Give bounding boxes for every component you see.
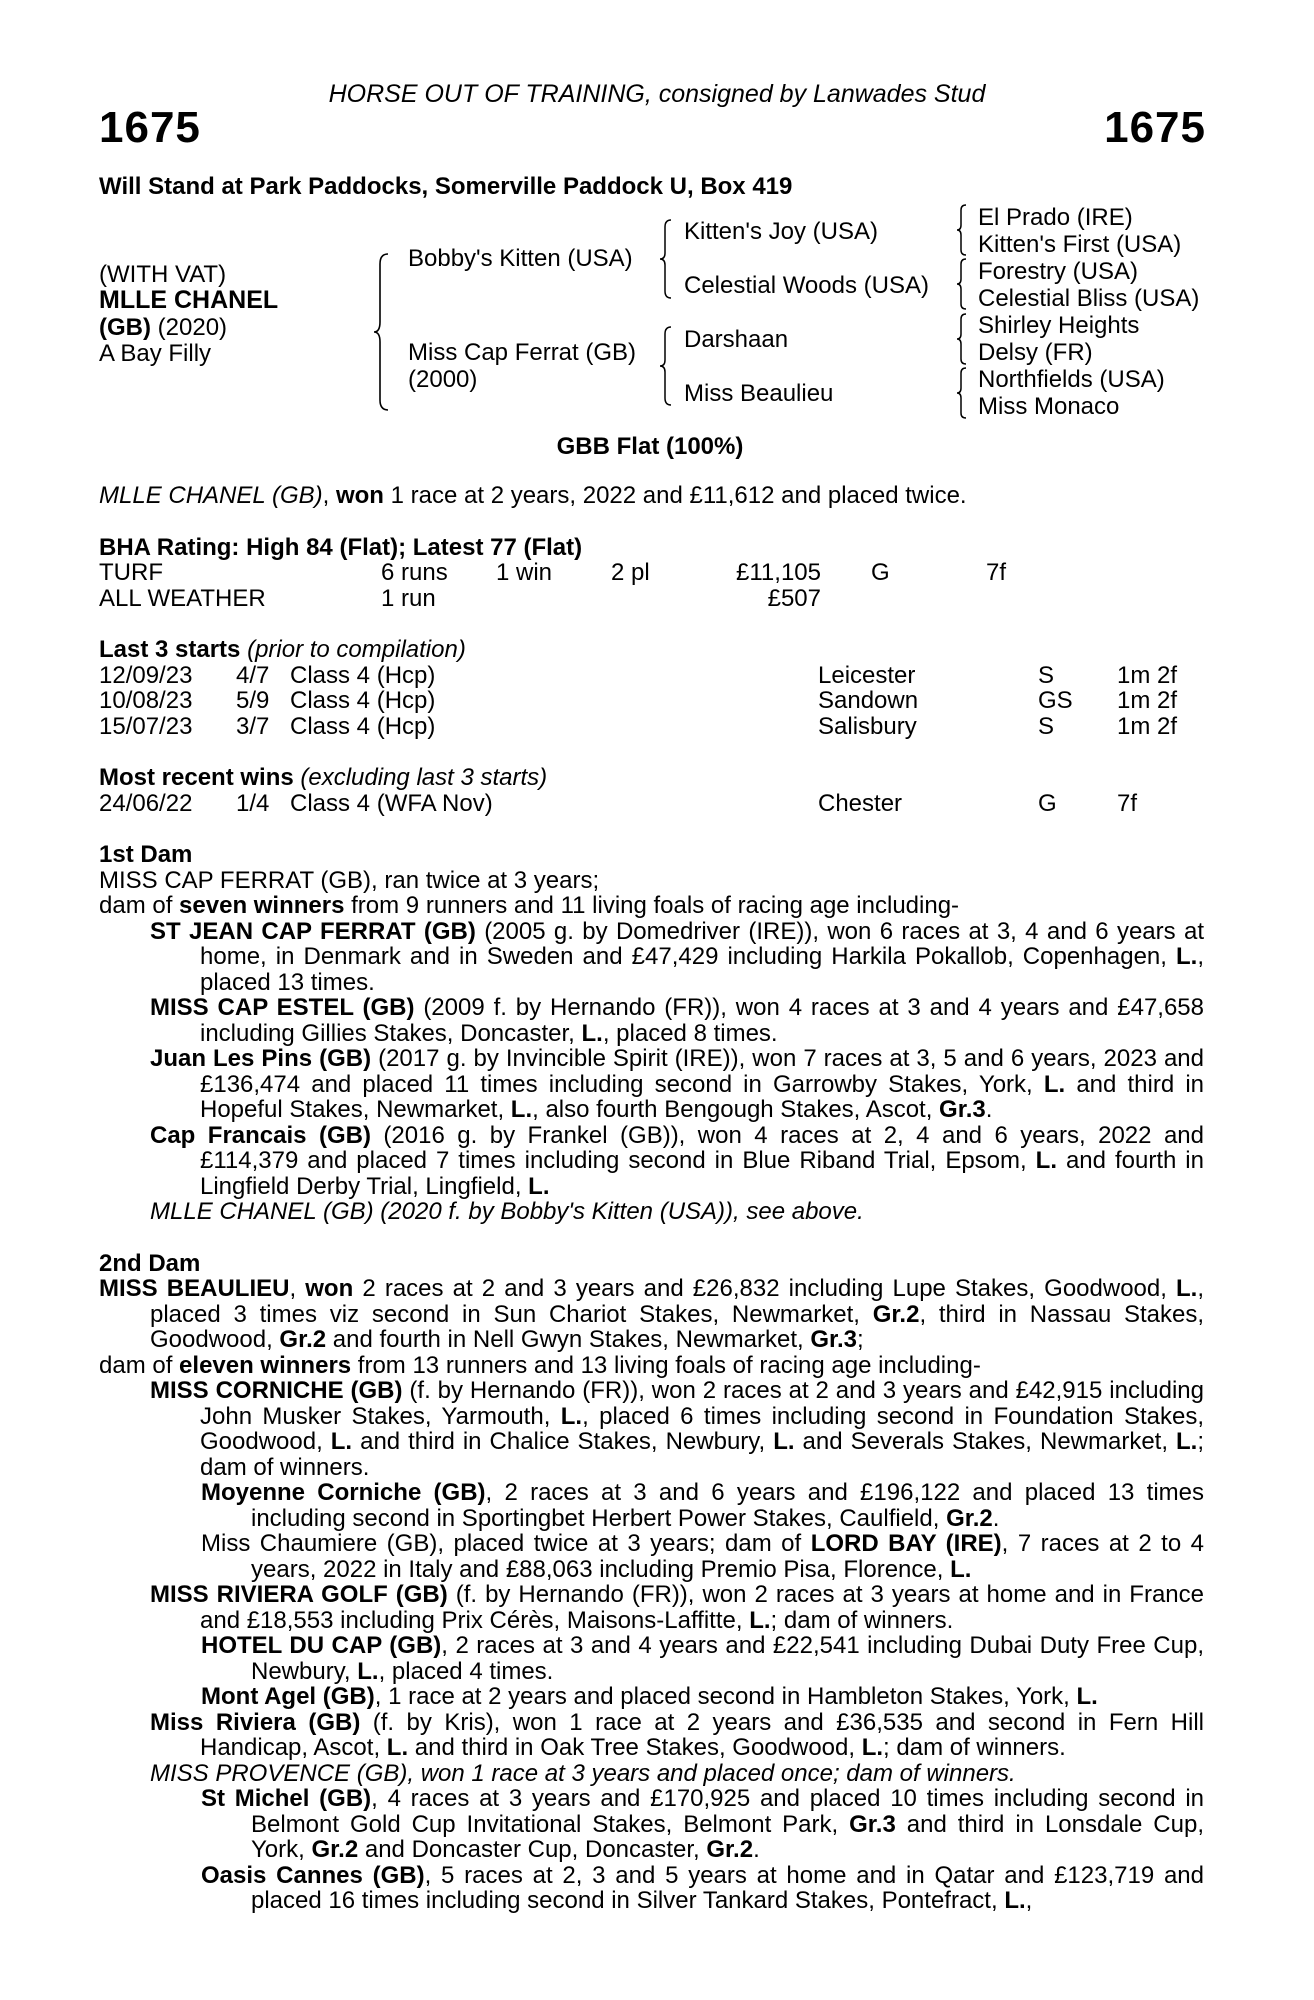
progeny-text: (f. by Hernando (FR)), won 2 races at 3 years at home and in France and £18,553 including Prix Cérès, Maisons-Laffitte,: [200, 1581, 1204, 1634]
progeny-name: LORD BAY (IRE): [810, 1530, 1002, 1557]
grade-listed: L.: [357, 1657, 379, 1685]
surface-wins: [496, 586, 611, 612]
progeny-entry: [99, 995, 1204, 1046]
progeny-entry: [99, 1378, 1204, 1480]
surface-wins: 1 win: [496, 559, 553, 586]
first-dam-heading: 1st Dam: [99, 841, 193, 868]
grand-progeny-entry: [99, 1684, 1204, 1710]
grade-3: Gr.3: [849, 1810, 896, 1838]
pedigree-dd: Miss Beaulieu: [684, 380, 834, 407]
progeny-entry: MISS PROVENCE (GB), won 1 race at 3 years and placed once; dam of winners.: [150, 1759, 1016, 1787]
progeny-text: , placed 4 times.: [378, 1657, 554, 1685]
progeny-text: .: [985, 1096, 993, 1123]
progeny-name: ST JEAN CAP FERRAT (GB): [150, 917, 476, 945]
progeny-text: .: [992, 1504, 1000, 1532]
surface-name: TURF: [99, 559, 163, 586]
grade-2: Gr.2: [706, 1836, 754, 1863]
spacer: [99, 509, 1204, 535]
grade-listed: L.: [1043, 1070, 1066, 1098]
grade-listed: L.: [386, 1734, 409, 1761]
summary-comma: ,: [322, 482, 330, 509]
progeny-name: Oasis Cannes (GB): [201, 1861, 425, 1889]
grade-listed: L.: [749, 1606, 771, 1634]
produce-prefix: dam of: [99, 1351, 180, 1379]
win-race: Class 4 (WFA Nov): [290, 789, 493, 817]
surface-going: G: [871, 559, 890, 586]
progeny-name: Cap Francais (GB): [150, 1121, 371, 1149]
summary-rest: 1 race at 2 years, 2022 and £11,612 and placed twice.: [383, 482, 967, 509]
lot-number-right: 1675: [1104, 103, 1206, 152]
pedigree-ds: Darshaan: [684, 326, 789, 353]
start-race: Class 4 (Hcp): [290, 712, 436, 740]
progeny-text: and Severals Stakes, Newmarket,: [794, 1428, 1177, 1455]
progeny-text: ; dam of winners.: [883, 1734, 1066, 1761]
grade-listed: L.: [560, 1402, 583, 1430]
progeny-text: , placed 13 times.: [200, 943, 1204, 996]
progeny-text: and third in Oak Tree Stakes, Goodwood,: [408, 1734, 862, 1761]
pedigree-dsd: Delsy (FR): [978, 339, 1093, 366]
win-position: 1/4: [236, 789, 270, 817]
start-distance: 1m 2f: [1117, 687, 1178, 714]
recent-wins-note: (excluding last 3 starts): [293, 764, 548, 791]
grade-listed: L.: [581, 1019, 603, 1047]
grade-2: Gr.2: [946, 1504, 993, 1532]
progeny-text: (2009 f. by Hernando (FR)), won 4 races at 3 and 4 years and £47,658 including Gillies Stakes, Doncaster,: [200, 994, 1204, 1047]
progeny-text: , placed 8 times.: [602, 1019, 778, 1047]
summary-name: MLLE CHANEL (GB): [99, 482, 323, 509]
grade-listed: L.: [330, 1428, 353, 1455]
progeny-name: MISS CORNICHE (GB): [150, 1377, 403, 1404]
spacer: [99, 739, 1204, 765]
progeny-text: and Doncaster Cup, Doncaster,: [358, 1836, 707, 1863]
start-position: 3/7: [236, 712, 270, 740]
second-dam-record: [99, 1276, 1204, 1353]
horse-desc: A Bay Filly: [99, 340, 212, 367]
pedigree-dss: Shirley Heights: [978, 312, 1140, 339]
second-dam-heading: 2nd Dam: [99, 1249, 201, 1277]
win-distance: 7f: [1117, 789, 1138, 817]
start-row: [99, 663, 1204, 689]
second-dam-text: ;: [857, 1326, 864, 1353]
last3-note: (prior to compilation): [240, 636, 466, 663]
start-date: 12/09/23: [99, 661, 193, 689]
grade-2: Gr.2: [279, 1326, 327, 1353]
horse-origin: (GB): [99, 314, 151, 341]
last3-heading: [99, 637, 1204, 663]
pedigree-sd: Celestial Woods (USA): [684, 272, 929, 299]
grand-progeny-entry: [99, 1480, 1204, 1531]
race-summary: [99, 483, 1204, 509]
grand-progeny-entry: [99, 1633, 1204, 1684]
surface-money: £11,105: [736, 559, 821, 586]
grade-listed: L.: [1176, 1428, 1198, 1455]
progeny-text: ,: [1025, 1887, 1033, 1914]
pedigree-ddd: Miss Monaco: [978, 393, 1120, 420]
progeny-text: (f. by Kris), won 1 race at 2 years and £36,535 and second in Fern Hill Handicap, Ascot,: [200, 1708, 1204, 1761]
progeny-name: Juan Les Pins (GB): [150, 1045, 372, 1072]
second-dam-text: , third in Nassau Stakes, Goodwood,: [150, 1300, 1204, 1353]
grade-listed: L.: [1176, 1275, 1198, 1302]
progeny-name: Mont Agel (GB): [201, 1683, 375, 1710]
progeny-entry: [99, 1710, 1204, 1761]
start-course: Salisbury: [818, 712, 917, 740]
start-date: 10/08/23: [99, 687, 193, 714]
produce-winners: seven winners: [179, 892, 345, 919]
pedigree-sdd: Celestial Bliss (USA): [978, 285, 1200, 312]
produce-winners: eleven winners: [179, 1351, 352, 1379]
progeny-text: , 2 races at 3 and 4 years and £22,541 including Dubai Duty Free Cup, Newbury,: [251, 1632, 1204, 1685]
surface-placed: [611, 586, 726, 612]
progeny-name: HOTEL DU CAP (GB): [201, 1632, 442, 1659]
grade-2: Gr.2: [872, 1300, 920, 1328]
progeny-text: and third in Chalice Stakes, Newbury,: [352, 1428, 774, 1455]
grade-3: Gr.3: [939, 1096, 986, 1123]
grade-listed: L.: [1076, 1683, 1098, 1710]
start-course: Leicester: [818, 661, 916, 689]
pedigree-brace-ds: [955, 312, 969, 366]
gbb-rating: GBB Flat (100%): [556, 433, 744, 460]
progeny-text: , 7 races at 2 to 4 years, 2022 in Italy and £88,063 including Premio Pisa, Florence,: [251, 1530, 1204, 1583]
progeny-text: (2016 g. by Frankel (GB)), won 4 races at 2, 4 and 6 years, 2022 and £114,379 and placed 7 times including second in Blue Riband Trial, Epsom,: [200, 1121, 1204, 1174]
surface-name: ALL WEATHER: [99, 584, 266, 612]
spacer: [99, 611, 1204, 637]
grade-3: Gr.3: [810, 1326, 858, 1353]
win-row: [99, 791, 1204, 817]
win-going: G: [1038, 789, 1057, 817]
pedigree-brace-sd: [955, 257, 969, 311]
start-position: 5/9: [236, 687, 270, 714]
spacer: [99, 1225, 1204, 1251]
second-dam-text: 2 races at 2 and 3 years and £26,832 including Lupe Stakes, Goodwood,: [353, 1275, 1177, 1302]
start-race: Class 4 (Hcp): [290, 687, 436, 714]
stand-location: Will Stand at Park Paddocks, Somerville Paddock U, Box 419: [99, 173, 793, 200]
progeny-text: ; dam of winners.: [200, 1428, 1205, 1481]
pedigree-brace-dam: [658, 325, 674, 407]
grade-listed: L.: [861, 1734, 884, 1761]
surface-runs: 6 runs: [381, 559, 448, 586]
progeny-text: (2005 g. by Domedriver (IRE)), won 6 races at 3, 4 and 6 years at home, in Denmark and in Sweden and £47,429 including Harkila Pokallob, Copenhagen,: [200, 917, 1205, 970]
produce-suffix: from 9 runners and 11 living foals of racing age including-: [344, 892, 960, 919]
pedigree-ssd: Kitten's First (USA): [978, 231, 1182, 258]
consignor-note: HORSE OUT OF TRAINING, consigned by Lanwades Stud: [328, 80, 986, 108]
catalogue-body: [99, 483, 1204, 1914]
bha-rating: BHA Rating: High 84 (Flat); Latest 77 (Flat): [99, 533, 583, 561]
start-date: 15/07/23: [99, 712, 193, 740]
progeny-text: , placed 6 times including second in Foundation Stakes, Goodwood,: [200, 1402, 1205, 1455]
progeny-text: Miss Chaumiere (GB), placed twice at 3 years; dam of: [201, 1530, 811, 1557]
start-distance: 1m 2f: [1117, 661, 1178, 689]
pedigree-brace-sire: [658, 218, 674, 300]
second-dam-produce: [99, 1353, 1204, 1379]
win-course: Chester: [818, 789, 903, 817]
pedigree-sire: Bobby's Kitten (USA): [408, 245, 633, 272]
second-dam-text: , placed 3 times viz second in Sun Chariot Stakes, Newmarket,: [150, 1275, 1205, 1328]
start-row: [99, 688, 1204, 714]
pedigree-sss: El Prado (IRE): [978, 204, 1133, 231]
surface-runs: 1 run: [381, 584, 436, 612]
summary-won: won: [335, 482, 384, 509]
progeny-text: and third in Hopeful Stakes, Newmarket,: [200, 1070, 1205, 1123]
produce-prefix: dam of: [99, 892, 180, 919]
second-dam-name: MISS BEAULIEU: [99, 1275, 290, 1302]
progeny-text: .: [753, 1836, 760, 1863]
start-race: Class 4 (Hcp): [290, 661, 436, 689]
progeny-text: (2017 g. by Invincible Spirit (IRE)), won 7 races at 3, 5 and 6 years, 2023 and £136,474 and placed 11 times including second in Garrowby Stakes, York,: [200, 1045, 1205, 1098]
progeny-entry: [99, 1582, 1204, 1633]
second-dam-text: and fourth in Nell Gwyn Stakes, Newmarket,: [326, 1326, 811, 1353]
start-position: 4/7: [236, 661, 270, 689]
grade-listed: L.: [950, 1555, 972, 1583]
recent-wins-heading: [99, 765, 1204, 791]
start-course: Sandown: [818, 687, 919, 714]
progeny-text: , 4 races at 3 years and £170,925 and placed 10 times including second in Belmont Gold Cup Invitational Stakes, Belmont Park,: [251, 1785, 1204, 1838]
grade-listed: L.: [510, 1096, 533, 1123]
last3-title: Last 3 starts: [99, 636, 241, 663]
start-going: GS: [1038, 687, 1073, 714]
produce-suffix: from 13 runners and 13 living foals of racing age including-: [351, 1351, 981, 1379]
pedigree-ss: Kitten's Joy (USA): [684, 218, 878, 245]
surface-money: £507: [767, 584, 821, 612]
progeny-text: and fourth in Lingfield Derby Trial, Lingfield,: [200, 1147, 1204, 1200]
grade-listed: L.: [773, 1428, 795, 1455]
progeny-text: , 1 race at 2 years and placed second in Hambleton Stakes, York,: [374, 1683, 1077, 1710]
pedigree-dam-year: (2000): [408, 366, 478, 393]
progeny-name: St Michel (GB): [201, 1785, 372, 1812]
win-date: 24/06/22: [99, 789, 193, 817]
progeny-entry: [99, 1046, 1204, 1123]
surface-distance: 7f: [986, 559, 1007, 586]
grand-progeny-entry: [99, 1786, 1204, 1863]
grade-2: Gr.2: [311, 1836, 359, 1863]
horse-origin-year: [99, 315, 227, 341]
start-row: [99, 714, 1204, 740]
grand-progeny-entry: [99, 1863, 1204, 1914]
start-distance: 1m 2f: [1117, 712, 1178, 740]
start-going: S: [1038, 712, 1055, 740]
grade-listed: L.: [528, 1172, 550, 1200]
progeny-text: (f. by Hernando (FR)), won 2 races at 2 and 3 years and £42,915 including John Musker Stakes, Yarmouth,: [200, 1377, 1204, 1430]
surface-row: [99, 560, 1204, 586]
progeny-name: Miss Riviera (GB): [150, 1708, 361, 1736]
progeny-text: , 2 races at 3 and 6 years and £196,122 and placed 13 times including second in Sportingbet Herbert Power Stakes, Caulfield,: [251, 1479, 1204, 1532]
progeny-text: ; dam of winners.: [770, 1606, 954, 1634]
progeny-entry: [99, 919, 1204, 996]
surface-row: [99, 586, 1204, 612]
progeny-text: and third in Lonsdale Cup, York,: [251, 1810, 1204, 1863]
horse-name-text: MLLE CHANEL: [99, 286, 279, 314]
second-dam-text: ,: [289, 1275, 297, 1302]
pedigree-brace-main: [372, 252, 392, 412]
pedigree-dam: Miss Cap Ferrat (GB): [408, 339, 637, 366]
progeny-name: MISS CAP ESTEL (GB): [150, 994, 415, 1021]
start-going: S: [1038, 661, 1055, 689]
progeny-text: , 5 races at 2, 3 and 5 years at home and in Qatar and £123,719 and placed 16 times including second in Silver Tankard Stakes, Pontefract,: [251, 1861, 1204, 1914]
first-dam-produce: [99, 893, 1204, 919]
vat-note: (WITH VAT): [99, 261, 227, 288]
grade-listed: L.: [1004, 1887, 1026, 1914]
horse-year: (2020): [157, 314, 228, 341]
grand-progeny-entry: [99, 1531, 1204, 1582]
pedigree-brace-dd: [955, 366, 969, 420]
progeny-entry: MLLE CHANEL (GB) (2020 f. by Bobby's Kitten (USA)), see above.: [150, 1198, 864, 1225]
horse-name: [99, 288, 278, 314]
progeny-entry: [99, 1123, 1204, 1200]
grade-listed: L.: [1176, 943, 1198, 970]
pedigree-brace-ss: [955, 203, 969, 257]
recent-wins-title: Most recent wins: [99, 764, 294, 791]
progeny-name: MISS RIVIERA GOLF (GB): [150, 1581, 448, 1608]
grade-listed: L.: [1035, 1147, 1057, 1174]
surface-placed: 2 pl: [611, 559, 650, 586]
first-dam-line: MISS CAP FERRAT (GB), ran twice at 3 years;: [99, 866, 600, 894]
pedigree-dds: Northfields (USA): [978, 366, 1165, 393]
spacer: [99, 816, 1204, 842]
progeny-name: Moyenne Corniche (GB): [201, 1479, 486, 1506]
progeny-text: , also fourth Bengough Stakes, Ascot,: [532, 1096, 940, 1123]
second-dam-won: won: [305, 1275, 354, 1302]
pedigree-sds: Forestry (USA): [978, 258, 1139, 285]
lot-number-left: 1675: [99, 103, 201, 152]
